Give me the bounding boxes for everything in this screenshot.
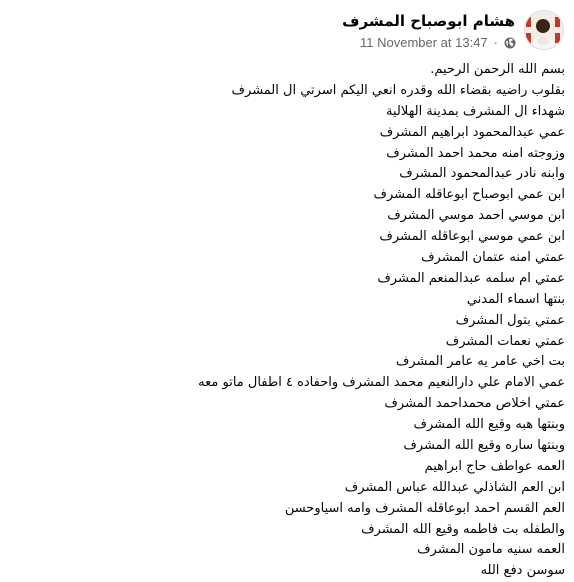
post-text-line: عمتي اخلاص محمداحمد المشرف (384, 396, 565, 412)
post-text-line: ابن العم الشاذلي عبدالله عباس المشرف (344, 479, 565, 495)
post-header (0, 10, 574, 54)
post-text-line: العمه سنيه مامون المشرف (417, 542, 565, 558)
post-text-line: وابنه نادر عبدالمحمود المشرف (399, 166, 565, 182)
post-text-line: عمتي امنه عتمان المشرف (421, 250, 565, 266)
post-text-line: سوسن دفع الله (480, 563, 565, 579)
post-timestamp[interactable]: 11 November at 13:47 (359, 35, 488, 50)
post-text-line: العم القسم احمد ابوعاقله المشرف وامه اسياوحسن (284, 500, 565, 516)
post-text-line: العمه عواطف حاج ابراهيم (424, 458, 565, 474)
post-text-line: وزوجته امنه محمد احمد المشرف (386, 145, 565, 161)
post-text-line: ابن موسي احمد موسي المشرف (387, 208, 565, 224)
author-name[interactable]: هشام ابوصباح المشرف (342, 12, 515, 30)
post-text-line: وبنتها هبه وقيع الله المشرف (413, 417, 565, 433)
post-text-line: عمي عبدالمحمود ابراهيم المشرف (379, 124, 565, 140)
post-text-line: وبنتها ساره وقيع الله المشرف (403, 438, 565, 454)
post-body-text (9, 60, 565, 582)
post-text-line: بقلوب راضيه بقضاء الله وقدره انعي اليكم اسرتي ال المشرف (231, 82, 565, 98)
meta-separator: · (493, 35, 498, 50)
post-text-line: والطفله بت فاطمه وقيع الله المشرف (361, 521, 565, 537)
post-text-line: شهداء ال المشرف بمدينة الهلالية (386, 103, 565, 119)
globe-icon[interactable] (504, 37, 516, 49)
post-text-line: بت اخي عامر يه عامر المشرف (395, 354, 565, 370)
post-text-line: بنتها اسماء المدني (466, 291, 565, 307)
author-avatar[interactable] (524, 10, 564, 50)
post-text-line: بسم الله الرحمن الرحيم. (430, 62, 565, 77)
post-text-line: عمتي ام سلمه عبدالمنعم المشرف (377, 270, 565, 286)
post-text-line: ابن عمي ابوصباح ابوعاقله المشرف (373, 187, 565, 203)
post-text-line: ابن عمي موسي ابوعاقله المشرف (379, 229, 565, 245)
post-text-line: عمي الامام علي دارالنعيم محمد المشرف واحفاده ٤ اطفال ماتو معه (198, 375, 565, 391)
post-meta (360, 35, 516, 50)
post-text-line: عمتي بتول المشرف (455, 312, 565, 328)
post-text-line: عمتي نعمات المشرف (445, 333, 565, 349)
avatar-photo-icon (524, 11, 563, 50)
